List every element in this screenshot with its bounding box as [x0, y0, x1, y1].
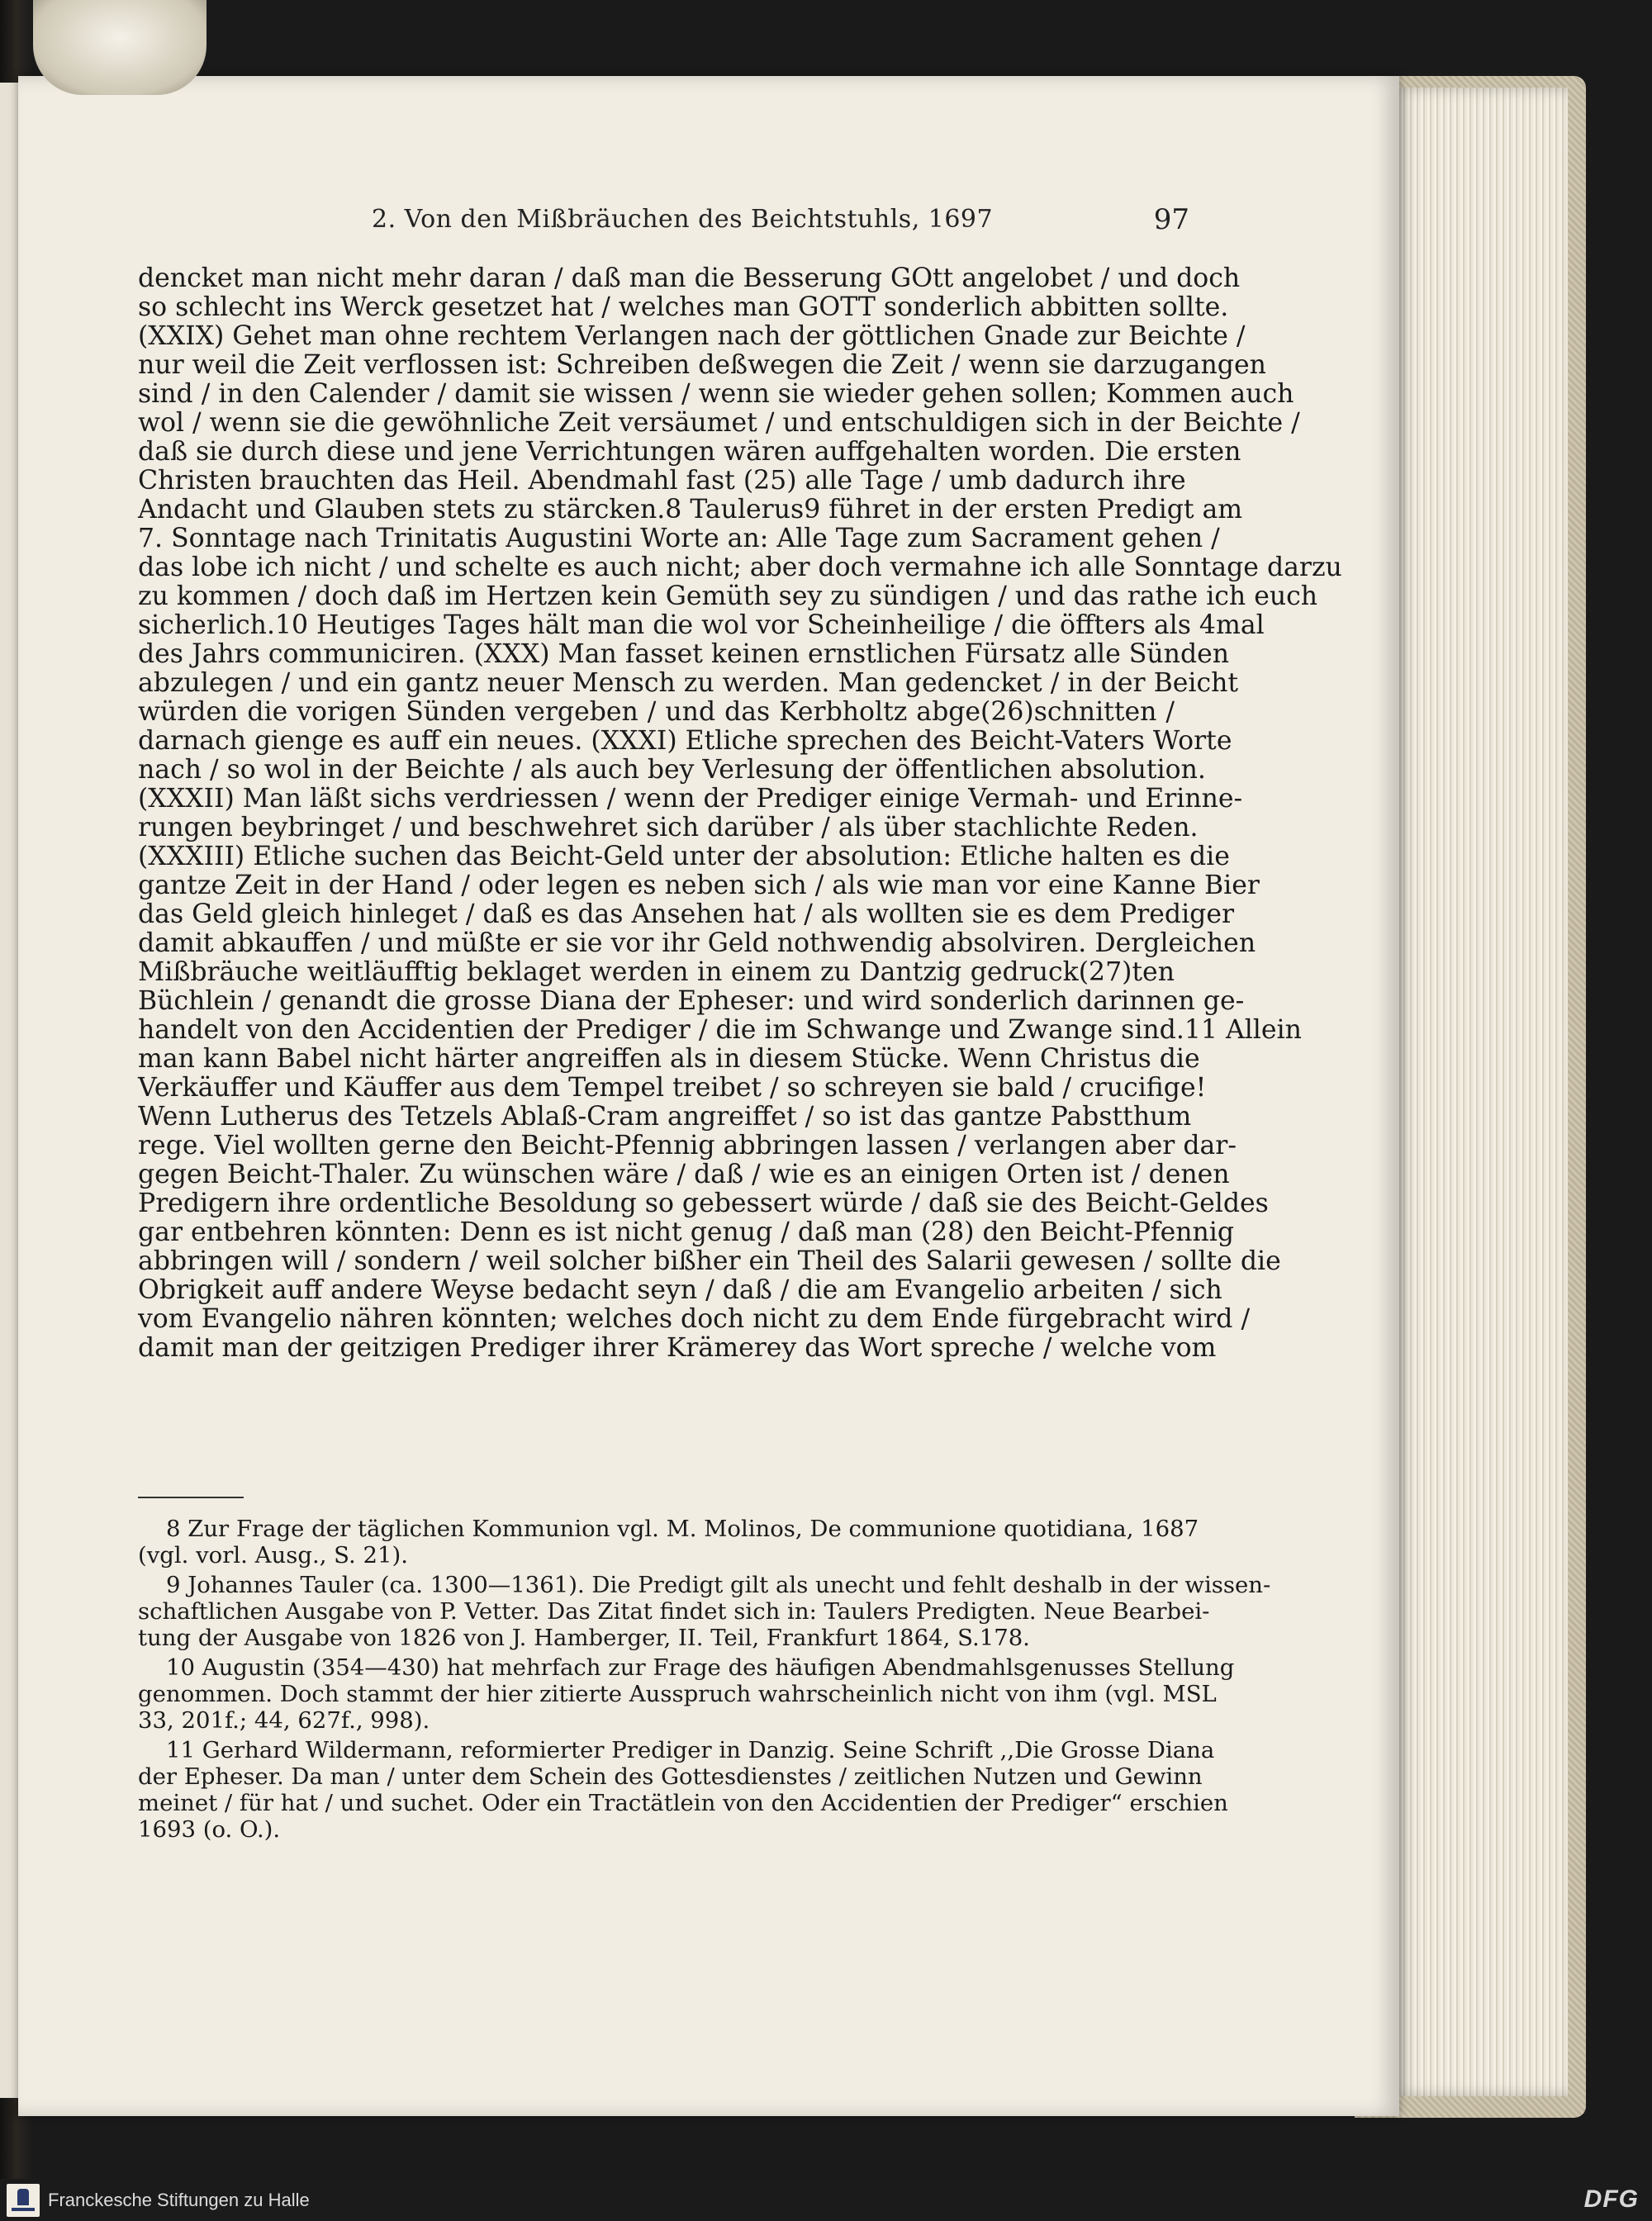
text-line: Predigern ihre ordentliche Besoldung so gebessert würde / daß sie des Beicht-Geldes	[138, 1189, 1269, 1218]
text-line: damit abkauffen / und müßte er sie vor ihr Geld nothwendig absolviren. Dergleichen	[138, 928, 1256, 958]
text-line: gegen Beicht-Thaler. Zu wünschen wäre / daß / wie es an einigen Orten ist / denen	[138, 1160, 1230, 1189]
text-line: man kann Babel nicht härter angreiffen als in diesem Stücke. Wenn Christus die	[138, 1044, 1200, 1074]
text-line: darnach gienge es auff ein neues. (XXXI) Etliche sprechen des Beicht-Vaters Worte	[138, 726, 1232, 756]
text-line: abbringen will / sondern / weil solcher bißher ein Theil des Salarii gewesen / sollte die	[138, 1246, 1281, 1276]
text-line: nach / so wol in der Beichte / als auch bey Verlesung der öffentlichen absolution.	[138, 755, 1206, 785]
footnote-line: der Epheser. Da man / unter dem Schein des Gottesdienstes / zeitlichen Nutzen und Gewinn	[138, 1763, 1203, 1790]
text-line: Verkäuffer und Käuffer aus dem Tempel treibet / so schreyen sie bald / crucifige!	[138, 1073, 1207, 1103]
text-line: (XXXIII) Etliche suchen das Beicht-Geld unter der absolution: Etliche halten es die	[138, 842, 1230, 871]
footnote-line: 8 Zur Frage der täglichen Kommunion vgl. M. Molinos, De communione quotidiana, 1687	[166, 1516, 1199, 1542]
dfg-logo: DFG	[1583, 2185, 1639, 2213]
text-line: gantze Zeit in der Hand / oder legen es neben sich / als wie man vor eine Kanne Bier	[138, 871, 1260, 900]
text-line: dencket man nicht mehr daran / daß man die Besserung GOtt angelobet / und doch	[138, 263, 1241, 293]
text-line: rege. Viel wollten gerne den Beicht-Pfennig abbringen lassen / verlangen aber dar-	[138, 1131, 1237, 1160]
text-line: (XXXII) Man läßt sichs verdriessen / wenn der Prediger einige Vermah- und Erinne-	[138, 784, 1243, 814]
footnote-line: tung der Ausgabe von 1826 von J. Hamberger, II. Teil, Frankfurt 1864, S.178.	[138, 1625, 1030, 1651]
footnote-line: 11 Gerhard Wildermann, reformierter Prediger in Danzig. Seine Schrift ,,Die Grosse Diana	[166, 1737, 1215, 1763]
text-line: handelt von den Accidentien der Prediger / die im Schwange und Zwange sind.11 Allein	[138, 1015, 1302, 1045]
page-edges	[1394, 88, 1568, 2096]
text-line: 7. Sonntage nach Trinitatis Augustini Worte an: Alle Tage zum Sacrament gehen /	[138, 524, 1220, 553]
text-line: so schlecht ins Werck gesetzet hat / welches man GOTT sonderlich abbitten sollte.	[138, 292, 1229, 322]
footnote-line: (vgl. vorl. Ausg., S. 21).	[138, 1542, 408, 1568]
footnote-line: 33, 201f.; 44, 627f., 998).	[138, 1707, 430, 1734]
text-line: sicherlich.10 Heutiges Tages hält man die wol vor Scheinheilige / die öffters als 4mal	[138, 610, 1265, 640]
text-line: des Jahrs communiciren. (XXX) Man fasset keinen ernstlichen Fürsatz alle Sünden	[138, 639, 1230, 669]
footnote-separator	[138, 1497, 244, 1498]
text-line: Obrigkeit auff andere Weyse bedacht seyn / daß / die am Evangelio arbeiten / sich	[138, 1275, 1222, 1305]
text-line: zu kommen / doch daß im Hertzen kein Gemüth sey zu sündigen / und das rathe ich euch	[138, 581, 1318, 611]
text-line: nur weil die Zeit verflossen ist: Schreiben deßwegen die Zeit / wenn sie darzugangen	[138, 350, 1266, 380]
text-line: Christen brauchten das Heil. Abendmahl fast (25) alle Tage / umb dadurch ihre	[138, 466, 1186, 496]
institution-logo-icon	[7, 2184, 40, 2217]
footnote-line: genommen. Doch stammt der hier zitierte Ausspruch wahrscheinlich nicht von ihm (vgl. MSL	[138, 1681, 1217, 1707]
institution-name: Franckesche Stiftungen zu Halle	[48, 2190, 310, 2210]
text-line: wol / wenn sie die gewöhnliche Zeit versäumet / und entschuldigen sich in der Beichte /	[138, 408, 1300, 438]
text-line: Andacht und Glauben stets zu stärcken.8 Taulerus9 führet in der ersten Predigt am	[138, 495, 1243, 524]
footnote-line: schaftlichen Ausgabe von P. Vetter. Das Zitat findet sich in: Taulers Predigten. Neue Bearbei-	[138, 1598, 1210, 1625]
text-line: würden die vorigen Sünden vergeben / und das Kerbholtz abge(26)schnitten /	[138, 697, 1175, 727]
text-line: rungen beybringet / und beschwehret sich darüber / als über stachlichte Reden.	[138, 813, 1199, 842]
page-number: 97	[1153, 203, 1189, 236]
viewer-footer-bar	[0, 2179, 1652, 2221]
text-line: Wenn Lutherus des Tetzels Ablaß-Cram angreiffet / so ist das gantze Pabstthum	[138, 1102, 1192, 1132]
footnote-line: meinet / für hat / und suchet. Oder ein Tractätlein von den Accidentien der Prediger“ erschien	[138, 1790, 1228, 1816]
running-title: 2. Von den Mißbräuchen des Beichtstuhls, 1697	[372, 205, 994, 234]
text-line: vom Evangelio nähren könnten; welches doch nicht zu dem Ende fürgebracht wird /	[138, 1304, 1251, 1334]
text-line: das lobe ich nicht / und schelte es auch nicht; aber doch vermahne ich alle Sonntage darzu	[138, 553, 1342, 582]
main-text	[138, 263, 1342, 1363]
footnote-line: 9 Johannes Tauler (ca. 1300—1361). Die Predigt gilt als unecht und fehlt deshalb in der wissen-	[166, 1572, 1271, 1598]
footnote-line: 1693 (o. O.).	[138, 1816, 281, 1843]
footnotes	[138, 1516, 1271, 1843]
text-line: sind / in den Calender / damit sie wissen / wenn sie wieder gehen sollen; Kommen auch	[138, 379, 1294, 409]
text-line: daß sie durch diese und jene Verrichtungen wären auffgehalten worden. Die ersten	[138, 437, 1241, 467]
text-line: (XXIX) Gehet man ohne rechtem Verlangen nach der göttlichen Gnade zur Beichte /	[138, 321, 1246, 351]
text-line: Büchlein / genandt die grosse Diana der Epheser: und wird sonderlich darinnen ge-	[138, 986, 1245, 1016]
bookmark-ribbon	[33, 0, 206, 95]
text-line: das Geld gleich hinleget / daß es das Ansehen hat / als wollten sie es dem Prediger	[138, 899, 1235, 929]
text-line: damit man der geitzigen Prediger ihrer Krämerey das Wort spreche / welche vom	[138, 1333, 1217, 1363]
text-line: Mißbräuche weitläufftig beklaget werden in einem zu Dantzig gedruck(27)ten	[138, 957, 1175, 987]
text-line: abzulegen / und ein gantz neuer Mensch zu werden. Man gedencket / in der Beicht	[138, 668, 1239, 698]
footnote-line: 10 Augustin (354—430) hat mehrfach zur Frage des häufigen Abendmahlsgenusses Stellung	[166, 1654, 1235, 1681]
text-line: gar entbehren könnten: Denn es ist nicht genug / daß man (28) den Beicht-Pfennig	[138, 1217, 1235, 1247]
